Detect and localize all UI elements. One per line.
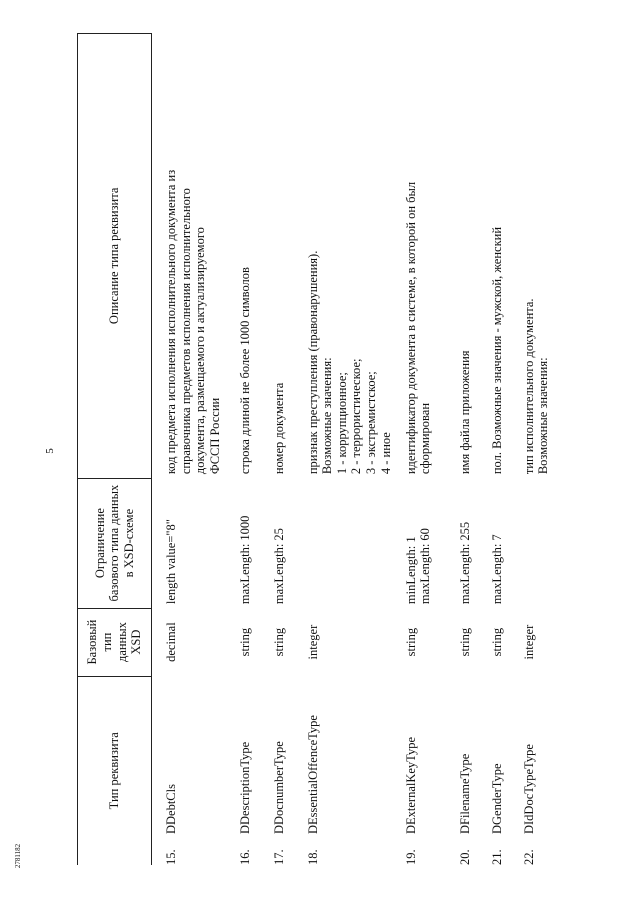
xsd-restriction-line: maxLength: 7 [489, 534, 504, 605]
base-xsd-type [456, 608, 488, 676]
xsd-restriction-line: maxLength: 25 [271, 528, 286, 605]
header-base-line-2: данных [114, 622, 129, 663]
row-number [402, 838, 456, 865]
row-number-text: 15. [164, 849, 178, 865]
requisite-type-name [456, 676, 488, 838]
table-header-row [78, 34, 152, 866]
requisite-type-name-text: DEssentialOffenceType [305, 715, 320, 835]
xsd-restriction [488, 478, 520, 608]
requisite-description-line: имя файла приложения [457, 350, 472, 475]
table-row [488, 34, 520, 866]
table-row [152, 34, 236, 866]
xsd-restriction [304, 478, 402, 608]
base-xsd-type-text: string [403, 627, 418, 657]
requisite-type-name-text: DDescriptionType [237, 741, 252, 835]
row-number [456, 838, 488, 865]
header-restriction-line-2: базового типа данных [107, 484, 122, 602]
base-xsd-type-text: integer [305, 624, 320, 660]
requisite-type-name [520, 676, 564, 838]
table-row [304, 34, 402, 866]
requisite-type-name [236, 676, 270, 838]
requisite-description-line: документа, размещаемого и актуализируемого [193, 227, 208, 475]
row-number [236, 838, 270, 865]
table-body [152, 34, 564, 866]
row-number-text: 22. [521, 849, 536, 865]
requisite-description-line: 4 - иное [378, 432, 393, 475]
requisite-type-name [270, 676, 304, 838]
xsd-restriction [402, 478, 456, 608]
base-xsd-type [304, 608, 402, 676]
header-description [78, 34, 152, 479]
xsd-restriction [152, 478, 236, 608]
row-number-text: 20. [457, 849, 472, 865]
header-requisite-type-label: Тип реквизита [107, 732, 122, 810]
table-row [236, 34, 270, 866]
xsd-restriction [456, 478, 488, 608]
requisite-description-line: 1 - коррупционное; [334, 372, 349, 475]
requisite-description [488, 34, 520, 479]
base-xsd-type-text: string [457, 627, 472, 657]
xsd-restriction-line: maxLength: 1000 [237, 515, 252, 605]
requisite-description-line: пол. Возможные значения - мужской, женский [489, 226, 504, 475]
row-number-text: 19. [403, 849, 418, 865]
table-container [77, 33, 632, 865]
requisite-description [152, 34, 236, 479]
row-number [488, 838, 520, 865]
requisite-description [456, 34, 488, 479]
xsd-restriction [236, 478, 270, 608]
requisite-description-line: 2 - террористическое; [349, 358, 364, 475]
page-number: 5 [43, 448, 56, 454]
requisite-description [304, 34, 402, 479]
row-number-text: 21. [489, 849, 504, 865]
header-requisite-type [78, 676, 152, 865]
xsd-restriction-line: minLength: 1 [403, 536, 418, 605]
base-xsd-type [236, 608, 270, 676]
row-number [520, 838, 564, 865]
xsd-restriction [520, 478, 564, 608]
requisite-description-line: Возможные значения: [320, 357, 335, 475]
table-row [456, 34, 488, 866]
requisite-type-name-text: DGenderType [489, 763, 504, 835]
requisite-type-name [402, 676, 456, 838]
table-row [402, 34, 456, 866]
base-xsd-type [270, 608, 304, 676]
requisite-description-line: строка длиной не более 1000 символов [237, 267, 252, 475]
requisite-type-name [304, 676, 402, 838]
requisite-type-name-text: DIdDocTypeType [521, 744, 536, 835]
base-xsd-type [520, 608, 564, 676]
requisite-type-name-text: DExternalKeyType [403, 737, 418, 835]
base-xsd-type-text: integer [521, 624, 536, 660]
requisite-description [402, 34, 456, 479]
base-xsd-type [152, 608, 236, 676]
requisite-description-line: код предмета исполнения исполнительного документа из [164, 169, 178, 475]
rotated-table-frame [77, 33, 632, 865]
requisite-type-name [488, 676, 520, 838]
header-restriction-line-3: в XSD-схеме [121, 508, 136, 578]
requisite-description-line: признак преступления (правонарушения). [305, 250, 320, 475]
row-number-text: 17. [271, 849, 286, 865]
header-restriction-line-1: Ограничение [92, 508, 107, 579]
base-xsd-type-text: string [237, 627, 252, 657]
requisite-description-line: тип исполнительного документа. [521, 298, 536, 475]
base-xsd-type-text: decimal [164, 622, 178, 662]
table-row [270, 34, 304, 866]
xsd-restriction-line: length value="8" [164, 519, 178, 605]
requisite-description [236, 34, 270, 479]
row-number [270, 838, 304, 865]
header-base-line-1: Базовый тип [85, 619, 114, 665]
header-restriction [78, 478, 152, 608]
requisite-type-name-text: DFilenameType [457, 753, 472, 835]
xsd-restriction [270, 478, 304, 608]
row-number [152, 838, 236, 865]
requisite-description [270, 34, 304, 479]
requisite-description-line: Возможные значения: [536, 357, 551, 475]
row-number-text: 18. [305, 849, 320, 865]
requisite-type-name-text: DDebtCls [164, 784, 178, 835]
xsd-restriction-line: maxLength: 255 [457, 521, 472, 605]
requisite-description [520, 34, 564, 479]
requisite-description-line: ФССП России [207, 397, 222, 475]
header-description-label: Описание типа реквизита [107, 187, 122, 325]
requisite-types-table [77, 33, 564, 865]
requisite-type-name [152, 676, 236, 838]
row-number-text: 16. [237, 849, 252, 865]
base-xsd-type-text: string [489, 627, 504, 657]
requisite-description-line: сформирован [418, 402, 433, 475]
xsd-restriction-line: maxLength: 60 [418, 528, 433, 605]
requisite-description-line: номер документа [271, 382, 286, 475]
requisite-type-name-text: DDocnumberType [271, 741, 286, 835]
header-base-type [78, 608, 152, 676]
header-base-line-3: XSD [129, 629, 144, 655]
row-number [304, 838, 402, 865]
table-row [520, 34, 564, 866]
requisite-description-line: справочника предметов исполнения исполнительного [178, 188, 193, 475]
document-code: 2781182 [14, 843, 23, 869]
base-xsd-type [488, 608, 520, 676]
requisite-description-line: 3 - экстремистское; [364, 371, 378, 475]
base-xsd-type [402, 608, 456, 676]
base-xsd-type-text: string [271, 627, 286, 657]
requisite-description-line: идентификатор документа в системе, в которой он был [403, 181, 418, 475]
